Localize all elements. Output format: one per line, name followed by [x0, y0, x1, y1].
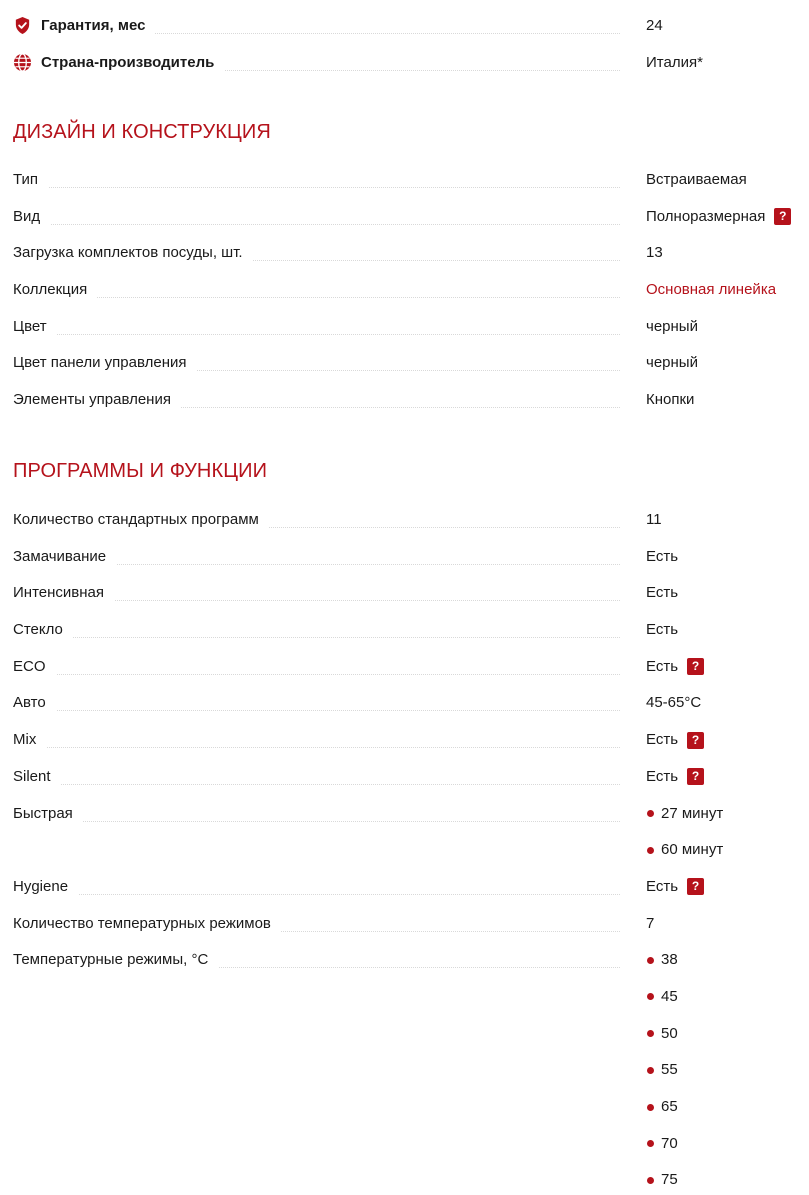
- spec-label: Вид: [13, 191, 50, 226]
- spec-row: [13, 604, 809, 641]
- spec-label: ECO: [13, 641, 56, 676]
- spec-row-continuation: [13, 971, 809, 1008]
- bullet-value: [646, 1098, 678, 1116]
- dotted-divider: [13, 710, 620, 711]
- spec-row: [13, 154, 809, 191]
- bullet-icon: [647, 957, 654, 964]
- bullet-value: [646, 1025, 678, 1043]
- spec-row: [13, 337, 809, 374]
- spec-row-warranty: [13, 0, 809, 37]
- spec-row: [13, 714, 809, 751]
- spec-row: [13, 898, 809, 935]
- spec-row: [13, 641, 809, 678]
- dotted-divider: [13, 821, 620, 822]
- spec-value: 11: [646, 511, 662, 528]
- bullet-value: [646, 988, 678, 1006]
- spec-value: Италия*: [646, 54, 703, 71]
- bullet-value: [646, 805, 723, 823]
- spec-label: Температурные режимы, °C: [13, 934, 218, 969]
- dotted-divider: [13, 637, 620, 638]
- bullet-text: 27 минут: [661, 804, 724, 822]
- spec-value: Есть: [646, 584, 679, 602]
- spec-value-text: Есть: [646, 877, 679, 895]
- spec-label: Стекло: [13, 604, 73, 639]
- help-icon[interactable]: ?: [687, 658, 704, 675]
- spec-value-with-help: [646, 731, 704, 749]
- globe-icon: [13, 53, 32, 72]
- spec-row: [13, 227, 809, 264]
- spec-row: [13, 374, 809, 411]
- bullet-value: [646, 951, 678, 969]
- spec-row-continuation: [13, 824, 809, 861]
- spec-row: [13, 301, 809, 338]
- spec-value: 45-65°C: [646, 694, 702, 712]
- spec-value-text: Есть: [646, 731, 679, 749]
- spec-label: Элементы управления: [13, 374, 181, 409]
- spec-value: Кнопки: [646, 391, 695, 409]
- spec-value: черный: [646, 354, 698, 372]
- bullet-icon: [647, 1140, 654, 1147]
- spec-label: Страна-производитель: [13, 37, 224, 72]
- spec-row: [13, 788, 809, 825]
- bullet-icon: [647, 810, 654, 817]
- spec-label: Hygiene: [13, 861, 78, 896]
- dotted-divider: [13, 224, 620, 225]
- spec-value: 7: [646, 914, 655, 932]
- spec-value-text: Есть: [646, 767, 679, 785]
- spec-row: [13, 934, 809, 971]
- spec-label: Авто: [13, 677, 56, 712]
- spec-row: [13, 264, 809, 301]
- bullet-icon: [647, 1030, 654, 1037]
- spec-row: [13, 677, 809, 714]
- spec-value-with-help: [646, 768, 704, 786]
- spec-row-continuation: [13, 1008, 809, 1045]
- bullet-icon: [647, 1067, 654, 1074]
- spec-value-with-help: [646, 208, 791, 226]
- spec-row-continuation: [13, 1154, 809, 1191]
- bullet-text: 45: [661, 987, 678, 1005]
- collection-link[interactable]: Основная линейка: [646, 281, 777, 299]
- bullet-text: 65: [661, 1098, 678, 1115]
- spec-row: [13, 861, 809, 898]
- spec-label: Загрузка комплектов посуды, шт.: [13, 227, 253, 262]
- bullet-text: 60 минут: [661, 841, 724, 859]
- bullet-text: 75: [661, 1171, 678, 1189]
- dotted-divider: [13, 187, 620, 188]
- spec-value: Есть: [646, 621, 679, 639]
- programs-rows: [13, 494, 809, 1191]
- bullet-text: 70: [661, 1134, 678, 1152]
- dotted-divider: [13, 894, 620, 895]
- dotted-divider: [13, 784, 620, 785]
- bullet-text: 38: [661, 951, 678, 969]
- spec-value-text: Полноразмерная: [646, 207, 766, 225]
- spec-value-with-help: [646, 658, 704, 676]
- section-title-design: ДИЗАЙН И КОНСТРУКЦИЯ: [13, 121, 271, 143]
- section-title-programs: ПРОГРАММЫ И ФУНКЦИИ: [13, 460, 268, 482]
- bullet-value: [646, 1171, 678, 1189]
- spec-row-continuation: [13, 1081, 809, 1118]
- spec-value: черный: [646, 317, 698, 335]
- bullet-icon: [647, 993, 654, 1000]
- dotted-divider: [13, 297, 620, 298]
- bullet-text: 55: [661, 1061, 678, 1079]
- design-rows: [13, 154, 809, 411]
- bullet-icon: [647, 1177, 654, 1184]
- spec-label: Замачивание: [13, 531, 116, 566]
- spec-value-with-help: [646, 878, 704, 896]
- spec-label: Цвет: [13, 301, 57, 336]
- spec-label: Количество температурных режимов: [13, 898, 281, 933]
- bullet-icon: [647, 1104, 654, 1111]
- spec-row-continuation: [13, 1118, 809, 1155]
- spec-row: [13, 191, 809, 228]
- spec-label: Silent: [13, 751, 61, 786]
- help-icon[interactable]: ?: [687, 768, 704, 785]
- bullet-icon: [647, 847, 654, 854]
- bullet-value: [646, 1061, 678, 1079]
- dotted-divider: [13, 674, 620, 675]
- help-icon[interactable]: ?: [687, 878, 704, 895]
- bullet-value: [646, 841, 723, 859]
- spec-label: Тип: [13, 154, 48, 189]
- spec-value-text: Есть: [646, 657, 679, 675]
- spec-label: Цвет панели управления: [13, 337, 196, 372]
- spec-row: [13, 531, 809, 568]
- spec-row: [13, 751, 809, 788]
- spec-label: Количество стандартных программ: [13, 494, 269, 529]
- spec-row-continuation: [13, 1044, 809, 1081]
- spec-row-country: [13, 37, 809, 74]
- bullet-text: 50: [661, 1024, 678, 1042]
- dotted-divider: [13, 334, 620, 335]
- spec-row: [13, 494, 809, 531]
- spec-label: Интенсивная: [13, 567, 114, 602]
- shield-check-icon: [13, 16, 32, 35]
- spec-value: 13: [646, 244, 663, 262]
- help-icon[interactable]: ?: [687, 732, 704, 749]
- spec-value: Встраиваемая: [646, 171, 747, 188]
- spec-row: [13, 567, 809, 604]
- spec-label: Быстрая: [13, 788, 83, 823]
- dotted-divider: [13, 747, 620, 748]
- spec-label: Mix: [13, 714, 46, 749]
- bullet-value: [646, 1135, 678, 1153]
- help-icon[interactable]: ?: [774, 208, 791, 225]
- spec-value: Есть: [646, 547, 679, 565]
- spec-label: Коллекция: [13, 264, 97, 299]
- spec-label: Гарантия, мес: [13, 0, 155, 35]
- spec-value: 24: [646, 17, 663, 34]
